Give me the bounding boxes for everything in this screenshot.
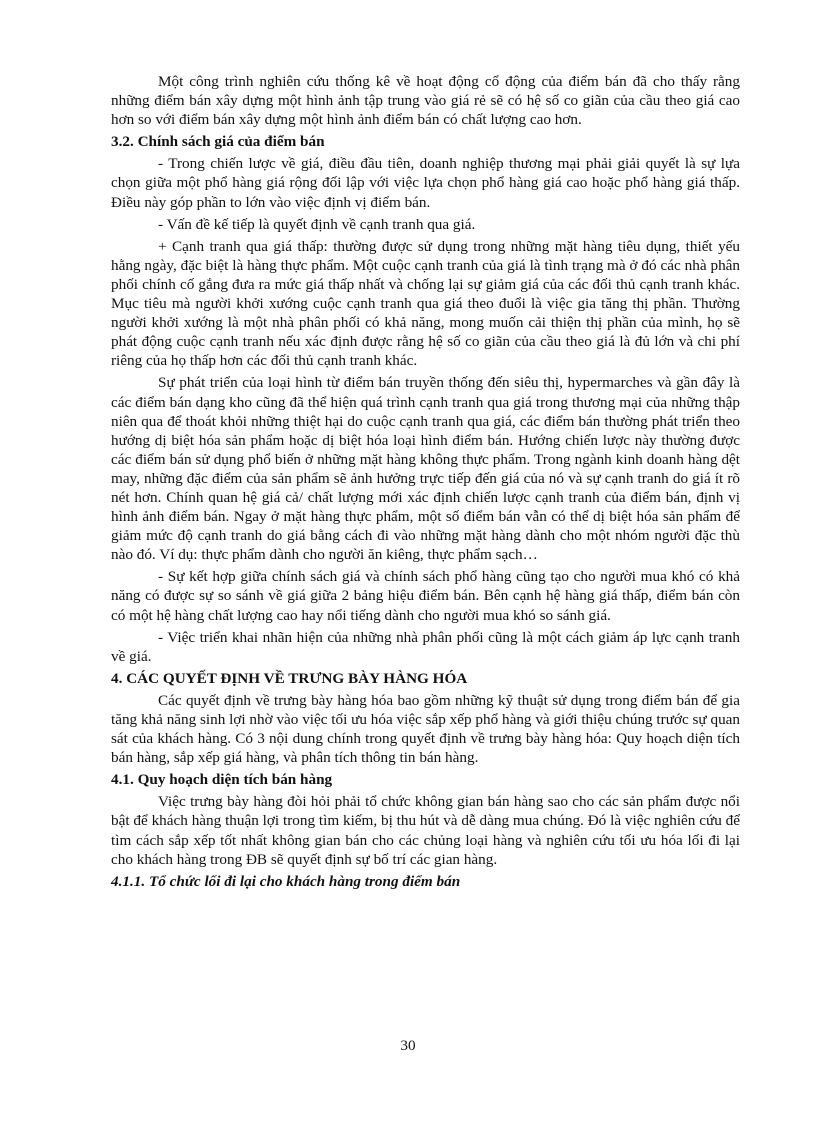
paragraph-price-image-study: Một công trình nghiên cứu thống kê về hoạt động cổ động của điểm bán đã cho thấy rằng những điểm bán xây dựng một hình ảnh tập trung vào giá rẻ sẽ có hệ số co giãn của cầu theo giá cao hơn so với điểm bán xây dựng một hình ảnh điểm bán có chất lượng cao hơn. [111,73,740,129]
heading-3-2-pricing-policy: 3.2. Chính sách giá của điểm bán [111,133,325,151]
heading-4-1-space-planning: 4.1. Quy hoạch diện tích bán hàng [111,771,333,789]
document-page [111,72,740,894]
page-number: 30 [400,1037,416,1054]
paragraph-store-format-evolution: Sự phát triển của loại hình từ điểm bán truyền thống đến siêu thị, hypermarches và gần đây là các điểm bán dạng kho cũng đã thể hiện quá trình cạnh tranh qua giá trong thương mại của những thập niên qua để thoát khỏi những thiệt hại do cuộc cạnh tranh qua giá, các điểm bán thường phát triển theo hướng dị biệt hóa sản phẩm hoặc dị biệt hóa loại hình điểm bán. Hướng chiến lược này thường được các điểm bán sử dụng phổ biến ở những mặt hàng không thực phẩm. Trong ngành kinh doanh hàng dệt may, những đặc điểm của sản phẩm sẽ ảnh hưởng trực tiếp đến giá của nó và sự cạnh tranh do giá ít rõ nét hơn. Chính quan hệ giá cả/ chất lượng mới xác định chiến lược cạnh tranh của điểm bán, định vị hình ảnh điểm bán. Ngay ở mặt hàng thực phẩm, một số điểm bán vẫn có thể dị biệt hóa sản phẩm để giảm mức độ cạnh tranh do giá bằng cách đi vào những mặt hàng dành cho một nhóm người đặc thù nào đó. Ví dụ: thực phẩm dành cho người ăn kiêng, thực phẩm sạch… [111,374,740,564]
paragraph-low-price-competition: + Cạnh tranh qua giá thấp: thường được sử dụng trong những mặt hàng tiêu dụng, thiết yếu hằng ngày, đặc biệt là hàng thực phẩm. Một cuộc cạnh tranh của giá là tình trạng mà ở đó các nhà phân phối chính cố gắng đưa ra mức giá thấp nhất và chống lại sự giảm giá của các đối thủ cạnh tranh khác. Mục tiêu mà người khởi xướng cuộc cạnh tranh qua giá theo đuổi là việc gia tăng thị phần. Thường người khởi xướng là một nhà phân phối có khả năng, mong muốn cải thiện thị phần của mình, họ sẽ phát động cuộc cạnh tranh nếu xác định được rằng hệ số co giãn của cầu theo giá là đủ lớn và chi phí riêng của họ thấp hơn các đối thủ cạnh tranh khác. [111,237,740,370]
heading-4-merchandising-decisions: 4. CÁC QUYẾT ĐỊNH VỀ TRƯNG BÀY HÀNG HÓA [111,669,468,687]
paragraph-space-planning: Việc trưng bày hàng đòi hỏi phải tổ chức không gian bán hàng sao cho các sản phẩm được nổi bật để khách hàng thuận lợi trong tìm kiếm, bị thu hút và dễ dàng mua chúng. Đó là việc nghiên cứu để tìm cách sắp xếp tốt nhất không gian bán cho các chủng loại hàng và nghiên cứu tối ưu hóa lối đi lại cho khách hàng trong ĐB sẽ quyết định sự bố trí các gian hàng. [111,793,740,868]
heading-4-1-1-aisle-organization: 4.1.1. Tổ chức lối đi lại cho khách hàng trong điểm bán [111,872,461,890]
paragraph-price-range-choice: - Trong chiến lược về giá, điều đầu tiên, doanh nghiệp thương mại phải giải quyết là sự lựa chọn giữa một phổ hàng giá rộng đối lập với việc lựa chọn phổ hàng giá cao hoặc phổ hàng giá thấp. Điều này góp phần to lớn vào việc định vị điểm bán. [111,155,740,211]
paragraph-price-competition: - Vấn đề kế tiếp là quyết định về cạnh tranh qua giá. [158,215,476,233]
paragraph-private-labels: - Việc triển khai nhãn hiện của những nhà phân phối cũng là một cách giảm áp lực cạnh tranh về giá. [111,628,740,665]
paragraph-price-assortment-combination: - Sự kết hợp giữa chính sách giá và chính sách phổ hàng cũng tạo cho người mua khó có khả năng có được sự so sánh về giá giữa 2 bảng hiệu điểm bán. Bên cạnh hệ hàng giá thấp, điểm bán còn có một hệ hàng chất lượng cao hay nổi tiếng dành cho người mua khó so sánh giá. [111,568,740,624]
paragraph-merchandising-intro: Các quyết định về trưng bày hàng hóa bao gồm những kỹ thuật sử dụng trong điểm bán để gia tăng khả năng sinh lợi nhờ vào việc tối ưu hóa việc sắp xếp phổ hàng và giới thiệu chúng trước sự quan sát của khách hàng. Có 3 nội dung chính trong quyết định về trưng bày hàng hóa: Quy hoạch diện tích bán hàng, sắp xếp giá hàng, và phân tích thông tin bán hàng. [111,691,740,767]
